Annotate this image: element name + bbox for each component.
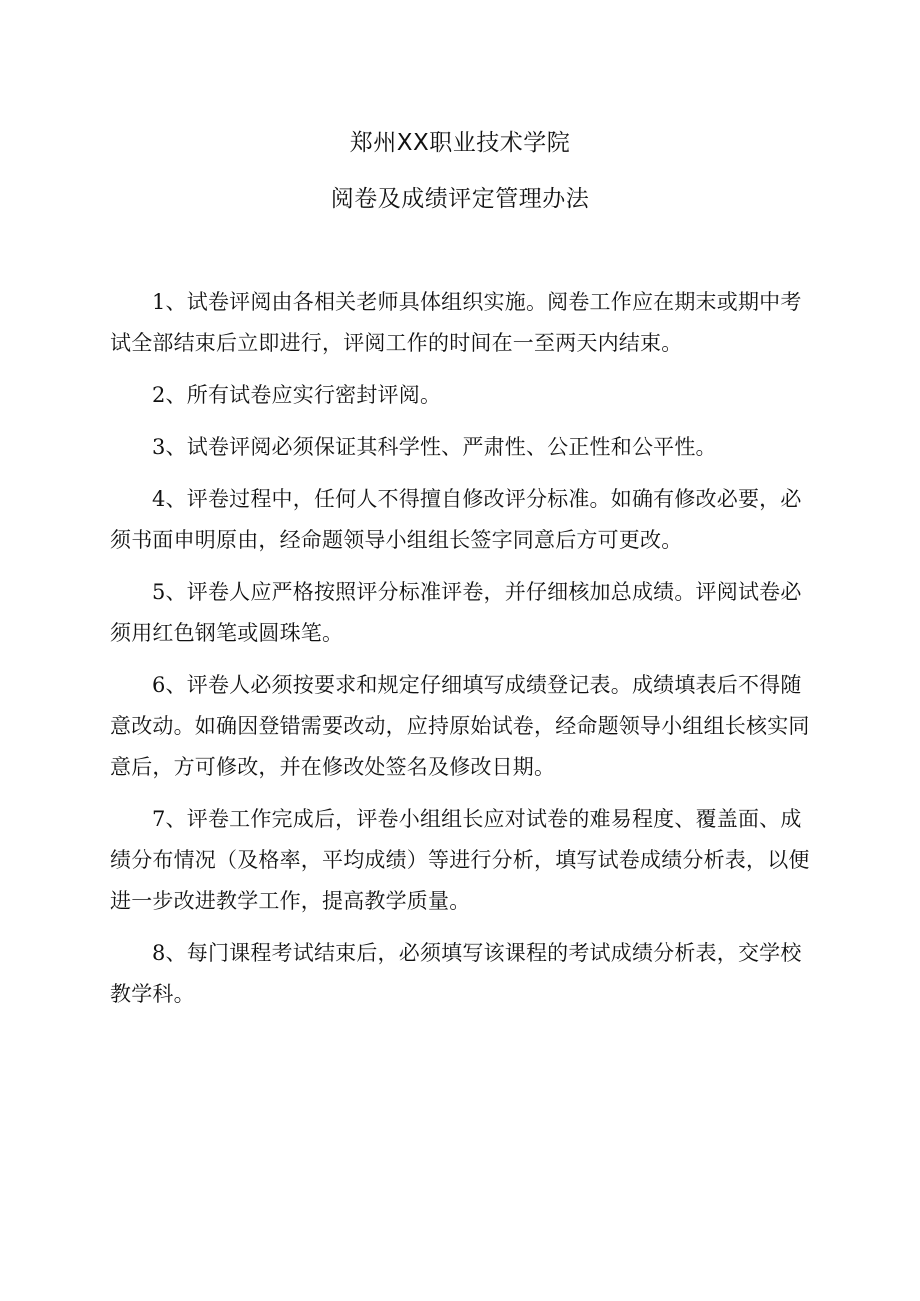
paragraph-line: 8、每门课程考试结束后，必须填写该课程的考试成绩分析表，交学校 — [152, 941, 802, 965]
paragraph-8 — [110, 933, 822, 1015]
paragraph-line: 意改动。如确因登错需要改动，应持原始试卷，经命题领导小组组长核实同 — [110, 714, 810, 738]
paragraph-2 — [110, 375, 822, 416]
paragraph-line: 7、评卷工作完成后，评卷小组组长应对试卷的难易程度、覆盖面、成 — [152, 807, 802, 831]
paragraph-line: 5、评卷人应严格按照评分标准评卷，并仔细核加总成绩。评阅试卷必 — [152, 580, 802, 604]
paragraph-3 — [110, 427, 822, 468]
paragraph-line: 6、评卷人必须按要求和规定仔细填写成绩登记表。成绩填表后不得随 — [152, 673, 802, 697]
paragraph-line: 1、试卷评阅由各相关老师具体组织实施。阅卷工作应在期末或期中考 — [152, 290, 802, 314]
paragraph-line: 须书面申明原由，经命题领导小组组长签字同意后方可更改。 — [110, 528, 683, 552]
paragraph-line: 4、评卷过程中，任何人不得擅自修改评分标准。如确有修改必要，必 — [152, 487, 802, 511]
institution-title: 郑州XX职业技术学院 — [349, 130, 571, 156]
paragraph-line: 2、所有试卷应实行密封评阅。 — [152, 383, 442, 407]
paragraph-line: 教学科。 — [110, 982, 195, 1006]
paragraph-line: 进一步改进教学工作，提高教学质量。 — [110, 889, 471, 913]
document-body — [110, 282, 822, 1026]
paragraph-line: 绩分布情况（及格率，平均成绩）等进行分析，填写试卷成绩分析表，以便 — [110, 848, 810, 872]
paragraph-6 — [110, 665, 822, 788]
paragraph-5 — [110, 572, 822, 654]
document-title: 阅卷及成绩评定管理办法 — [330, 186, 590, 212]
document-header — [0, 128, 920, 214]
paragraph-4 — [110, 479, 822, 561]
paragraph-line: 3、试卷评阅必须保证其科学性、严肃性、公正性和公平性。 — [152, 435, 717, 459]
paragraph-7 — [110, 799, 822, 922]
paragraph-line: 须用红色钢笔或圆珠笔。 — [110, 621, 344, 645]
paragraph-line: 试全部结束后立即进行，评阅工作的时间在一至两天内结束。 — [110, 331, 683, 355]
paragraph-line: 意后，方可修改，并在修改处签名及修改日期。 — [110, 755, 556, 779]
paragraph-1 — [110, 282, 822, 364]
